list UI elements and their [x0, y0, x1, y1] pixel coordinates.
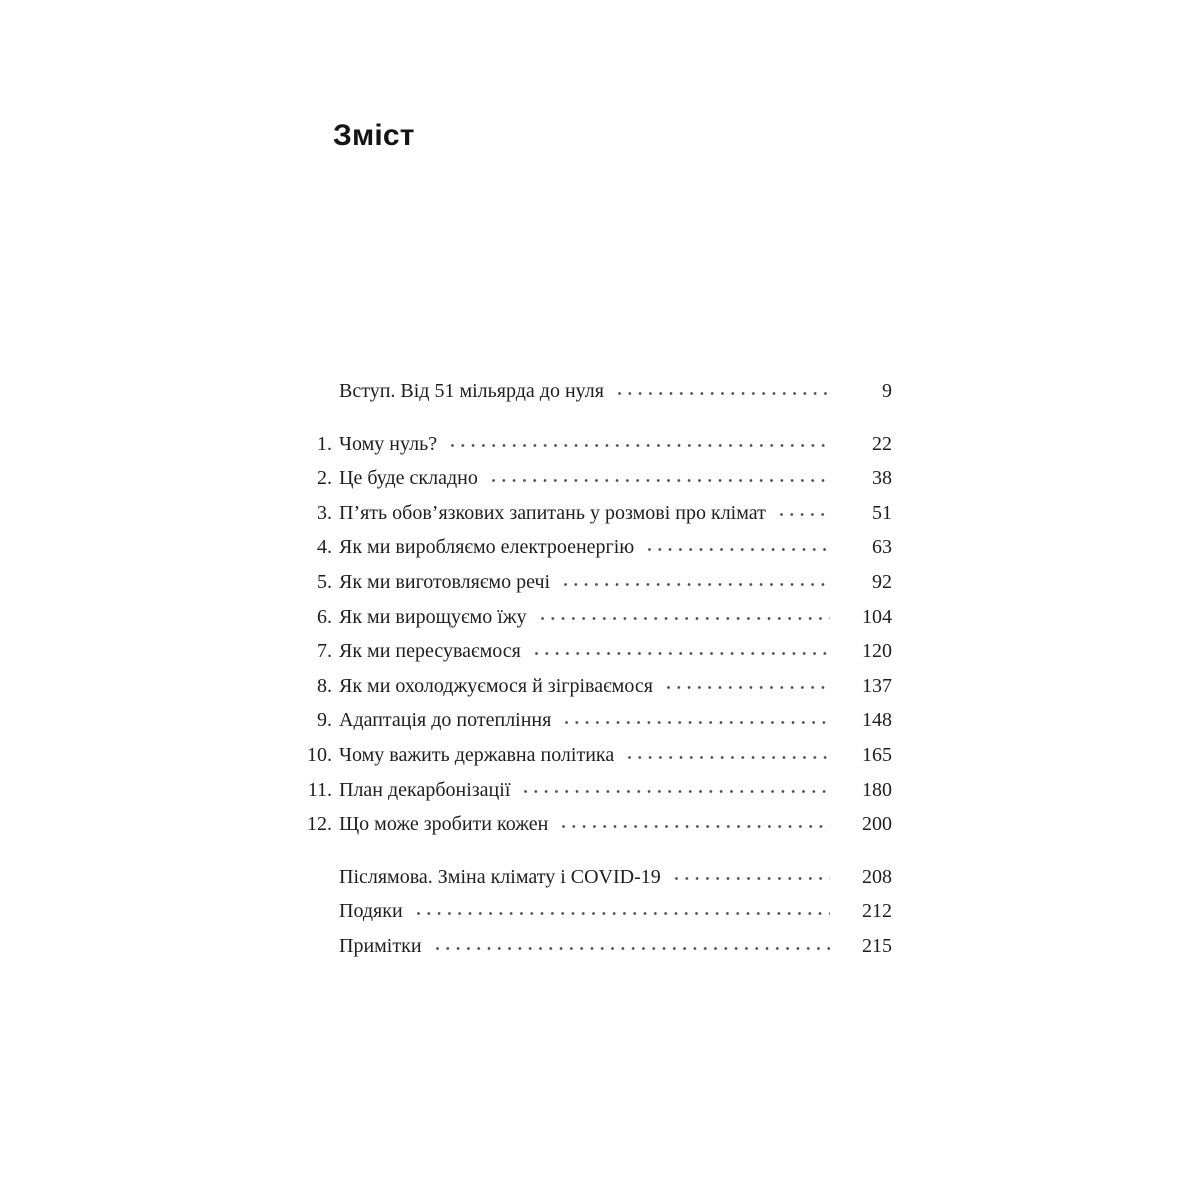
- entry-title: Це буде складно: [339, 467, 478, 490]
- toc-entry: [303, 807, 892, 842]
- toc-entry: [303, 565, 892, 600]
- entry-page-number: 51: [872, 501, 892, 524]
- entry-title: Як ми виробляємо електроенергію: [339, 536, 635, 559]
- entry-title: Як ми пересуваємося: [339, 640, 521, 663]
- entry-title: Як ми вирощуємо їжу: [339, 605, 527, 628]
- entry-page-number: 212: [862, 900, 892, 923]
- entry-title: Адаптація до потепління: [339, 709, 552, 732]
- chapter-number: 8.: [317, 674, 332, 697]
- chapter-number: 7.: [317, 640, 332, 663]
- entry-title: Вступ. Від 51 мільярда до нуля: [339, 380, 604, 402]
- chapter-number: 1.: [317, 432, 332, 455]
- entry-page-number: 9: [882, 380, 892, 402]
- toc-entry: [303, 929, 892, 964]
- dot-leader: [564, 583, 830, 586]
- toc-entry: [303, 427, 892, 462]
- chapter-number: 9.: [317, 709, 332, 732]
- chapter-number: 4.: [317, 536, 332, 559]
- entry-page-number: 137: [862, 674, 892, 697]
- entry-title: План декарбонізації: [339, 778, 511, 801]
- entry-title: Як ми виготовляємо речі: [339, 570, 551, 593]
- dot-leader: [675, 877, 830, 880]
- dot-leader: [618, 392, 830, 395]
- toc-entry: [303, 738, 892, 773]
- chapter-number: 11.: [307, 778, 332, 801]
- entry-title: Чому нуль?: [339, 432, 438, 455]
- page-title: Зміст: [333, 119, 415, 152]
- entry-title: Подяки: [339, 900, 403, 923]
- dot-leader: [565, 721, 830, 724]
- entry-page-number: 148: [862, 709, 892, 732]
- entry-title: Що може зробити кожен: [339, 813, 549, 836]
- chapter-number: 3.: [317, 501, 332, 524]
- entry-page-number: 200: [862, 813, 892, 836]
- chapter-number: 10.: [307, 743, 332, 766]
- entry-title: Примітки: [339, 934, 422, 957]
- chapter-number: 2.: [317, 467, 332, 490]
- dot-leader: [628, 756, 830, 759]
- entry-page-number: 38: [872, 467, 892, 490]
- dot-leader: [667, 686, 830, 689]
- toc-entry: [303, 860, 892, 895]
- toc-entry: [303, 600, 892, 635]
- dot-leader: [436, 947, 830, 950]
- dot-leader: [562, 825, 830, 828]
- toc-entry: [303, 634, 892, 669]
- entry-title: Як ми охолоджуємося й зігріваємося: [339, 674, 653, 697]
- entry-page-number: 215: [862, 934, 892, 957]
- dot-leader: [780, 513, 830, 516]
- chapter-number: 6.: [317, 605, 332, 628]
- dot-leader: [648, 548, 830, 551]
- dot-leader: [492, 479, 830, 482]
- toc-entry: [303, 374, 892, 409]
- dot-leader: [451, 444, 830, 447]
- entry-page-number: 92: [872, 570, 892, 593]
- entry-page-number: 165: [862, 743, 892, 766]
- table-of-contents: [303, 374, 892, 964]
- chapter-number: 12.: [307, 813, 332, 836]
- dot-leader: [541, 617, 830, 620]
- entry-title: Післямова. Зміна клімату і COVID-19: [339, 865, 661, 888]
- toc-entry: [303, 530, 892, 565]
- toc-entry: [303, 669, 892, 704]
- entry-page-number: 180: [862, 778, 892, 801]
- toc-entry: [303, 703, 892, 738]
- dot-leader: [417, 912, 830, 915]
- entry-page-number: 208: [862, 865, 892, 888]
- entry-page-number: 63: [872, 536, 892, 559]
- toc-entry: [303, 894, 892, 929]
- entry-page-number: 120: [862, 640, 892, 663]
- chapter-number: 5.: [317, 570, 332, 593]
- dot-leader: [535, 652, 830, 655]
- toc-entry: [303, 773, 892, 808]
- entry-title: Чому важить державна політика: [339, 743, 615, 766]
- toc-entry: [303, 496, 892, 531]
- entry-title: П’ять обов’язкових запитань у розмові про клімат: [339, 501, 766, 524]
- entry-page-number: 22: [872, 432, 892, 455]
- toc-entry: [303, 461, 892, 496]
- dot-leader: [524, 790, 830, 793]
- entry-page-number: 104: [862, 605, 892, 628]
